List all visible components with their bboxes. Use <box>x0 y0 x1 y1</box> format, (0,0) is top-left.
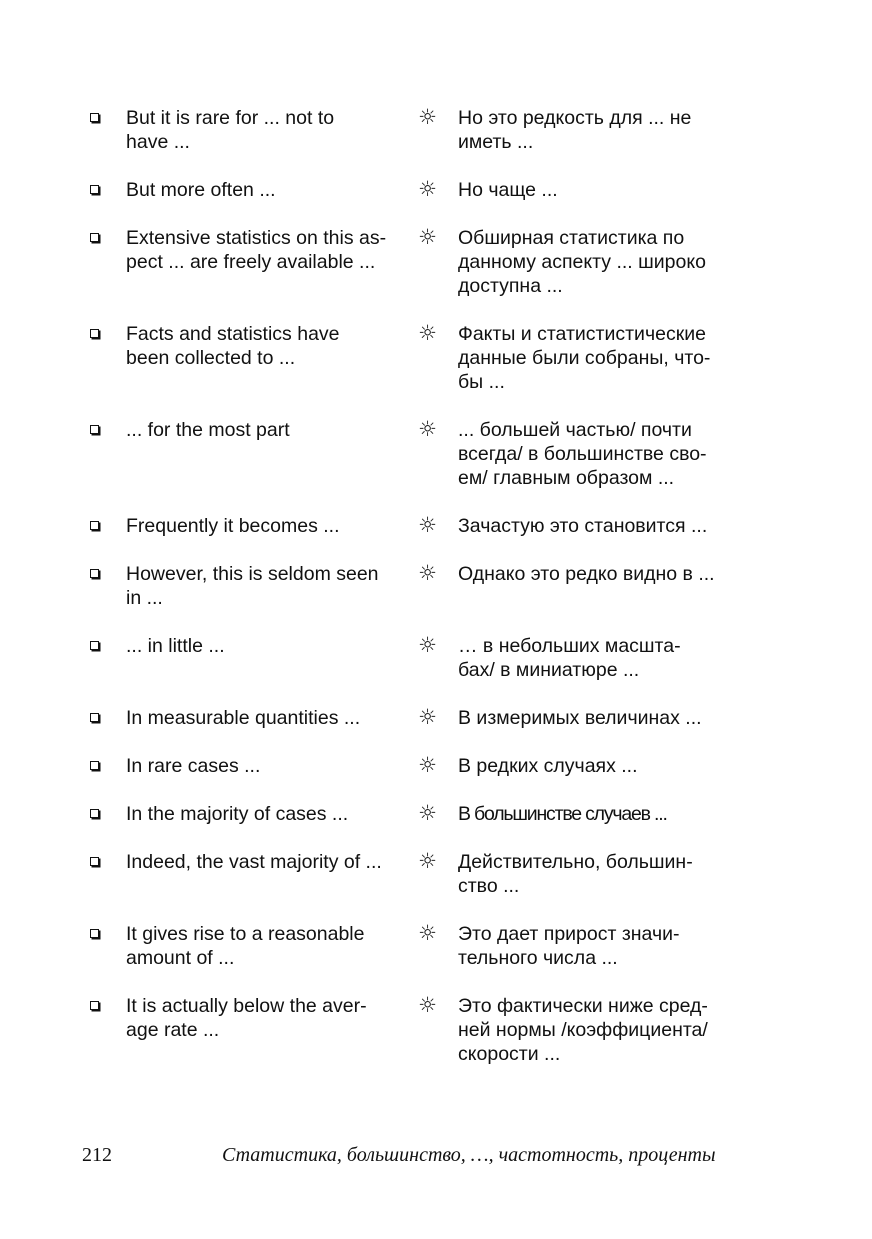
russian-phrase: Действительно, большин- ство ... <box>458 851 693 897</box>
russian-phrase: В большинстве случаев ... <box>458 803 667 825</box>
sun-icon: ☼ <box>418 177 437 201</box>
english-phrase: ... for the most part <box>126 419 290 441</box>
russian-phrase: Но чаще ... <box>458 179 558 201</box>
page-footer <box>0 1141 872 1169</box>
sun-icon: ☼ <box>418 705 437 729</box>
checkbox-icon <box>90 929 99 938</box>
checkbox-icon <box>90 713 99 722</box>
checkbox-icon <box>90 329 99 338</box>
running-title: Статистика, большинство, …, частотность, проценты <box>222 1144 716 1166</box>
checkbox-icon <box>90 809 99 818</box>
russian-phrase: … в небольших масшта- бах/ в миниатюре ... <box>458 635 681 681</box>
sun-icon: ☼ <box>418 225 437 249</box>
checkbox-icon <box>90 233 99 242</box>
phrase-list <box>0 106 872 1090</box>
sun-icon: ☼ <box>418 633 437 657</box>
sun-icon: ☼ <box>418 561 437 585</box>
phrase-entry <box>0 562 872 610</box>
russian-phrase: ... большей частью/ почти всегда/ в большинстве сво- ем/ главным образом ... <box>458 419 707 489</box>
english-phrase: ... in little ... <box>126 635 225 657</box>
checkbox-icon <box>90 521 99 530</box>
russian-phrase: Обширная статистика по данному аспекту ... широко доступна ... <box>458 227 706 297</box>
russian-phrase: Это фактически ниже сред- ней нормы /коэффициента/ скорости ... <box>458 995 708 1065</box>
phrase-entry <box>0 106 872 154</box>
phrase-entry <box>0 418 872 490</box>
checkbox-icon <box>90 857 99 866</box>
phrase-entry <box>0 802 872 826</box>
russian-phrase: Но это редкость для ... не иметь ... <box>458 107 692 153</box>
phrase-entry <box>0 850 872 898</box>
russian-phrase: В измеримых величинах ... <box>458 707 702 729</box>
phrase-entry <box>0 178 872 202</box>
phrase-entry <box>0 754 872 778</box>
english-phrase: It is actually below the aver- age rate ... <box>126 995 367 1041</box>
english-phrase: In rare cases ... <box>126 755 261 777</box>
checkbox-icon <box>90 113 99 122</box>
page-number: 212 <box>82 1144 112 1166</box>
phrase-entry <box>0 226 872 298</box>
checkbox-icon <box>90 761 99 770</box>
russian-phrase: Зачастую это становится ... <box>458 515 708 537</box>
phrase-entry <box>0 922 872 970</box>
english-phrase: In measurable quantities ... <box>126 707 361 729</box>
phrase-entry <box>0 634 872 682</box>
english-phrase: It gives rise to a reasonable amount of ... <box>126 923 365 969</box>
english-phrase: In the majority of cases ... <box>126 803 349 825</box>
phrase-entry <box>0 994 872 1066</box>
english-phrase: Facts and statistics have been collected to ... <box>126 323 340 369</box>
sun-icon: ☼ <box>418 849 437 873</box>
sun-icon: ☼ <box>418 753 437 777</box>
sun-icon: ☼ <box>418 513 437 537</box>
russian-phrase: Однако это редко видно в ... <box>458 563 715 585</box>
russian-phrase: В редких случаях ... <box>458 755 638 777</box>
sun-icon: ☼ <box>418 801 437 825</box>
phrase-entry <box>0 706 872 730</box>
english-phrase: Frequently it becomes ... <box>126 515 340 537</box>
english-phrase: Indeed, the vast majority of ... <box>126 851 382 873</box>
english-phrase: But more often ... <box>126 179 276 201</box>
phrase-entry <box>0 322 872 394</box>
sun-icon: ☼ <box>418 921 437 945</box>
sun-icon: ☼ <box>418 417 437 441</box>
english-phrase: However, this is seldom seen in ... <box>126 563 379 609</box>
english-phrase: But it is rare for ... not to have ... <box>126 107 335 153</box>
checkbox-icon <box>90 1001 99 1010</box>
russian-phrase: Это дает прирост значи- тельного числа ... <box>458 923 680 969</box>
sun-icon: ☼ <box>418 993 437 1017</box>
checkbox-icon <box>90 641 99 650</box>
sun-icon: ☼ <box>418 321 437 345</box>
russian-phrase: Факты и статистистические данные были собраны, что- бы ... <box>458 323 711 393</box>
checkbox-icon <box>90 569 99 578</box>
checkbox-icon <box>90 185 99 194</box>
phrase-entry <box>0 514 872 538</box>
english-phrase: Extensive statistics on this as- pect ... are freely available ... <box>126 227 387 273</box>
checkbox-icon <box>90 425 99 434</box>
sun-icon: ☼ <box>418 105 437 129</box>
